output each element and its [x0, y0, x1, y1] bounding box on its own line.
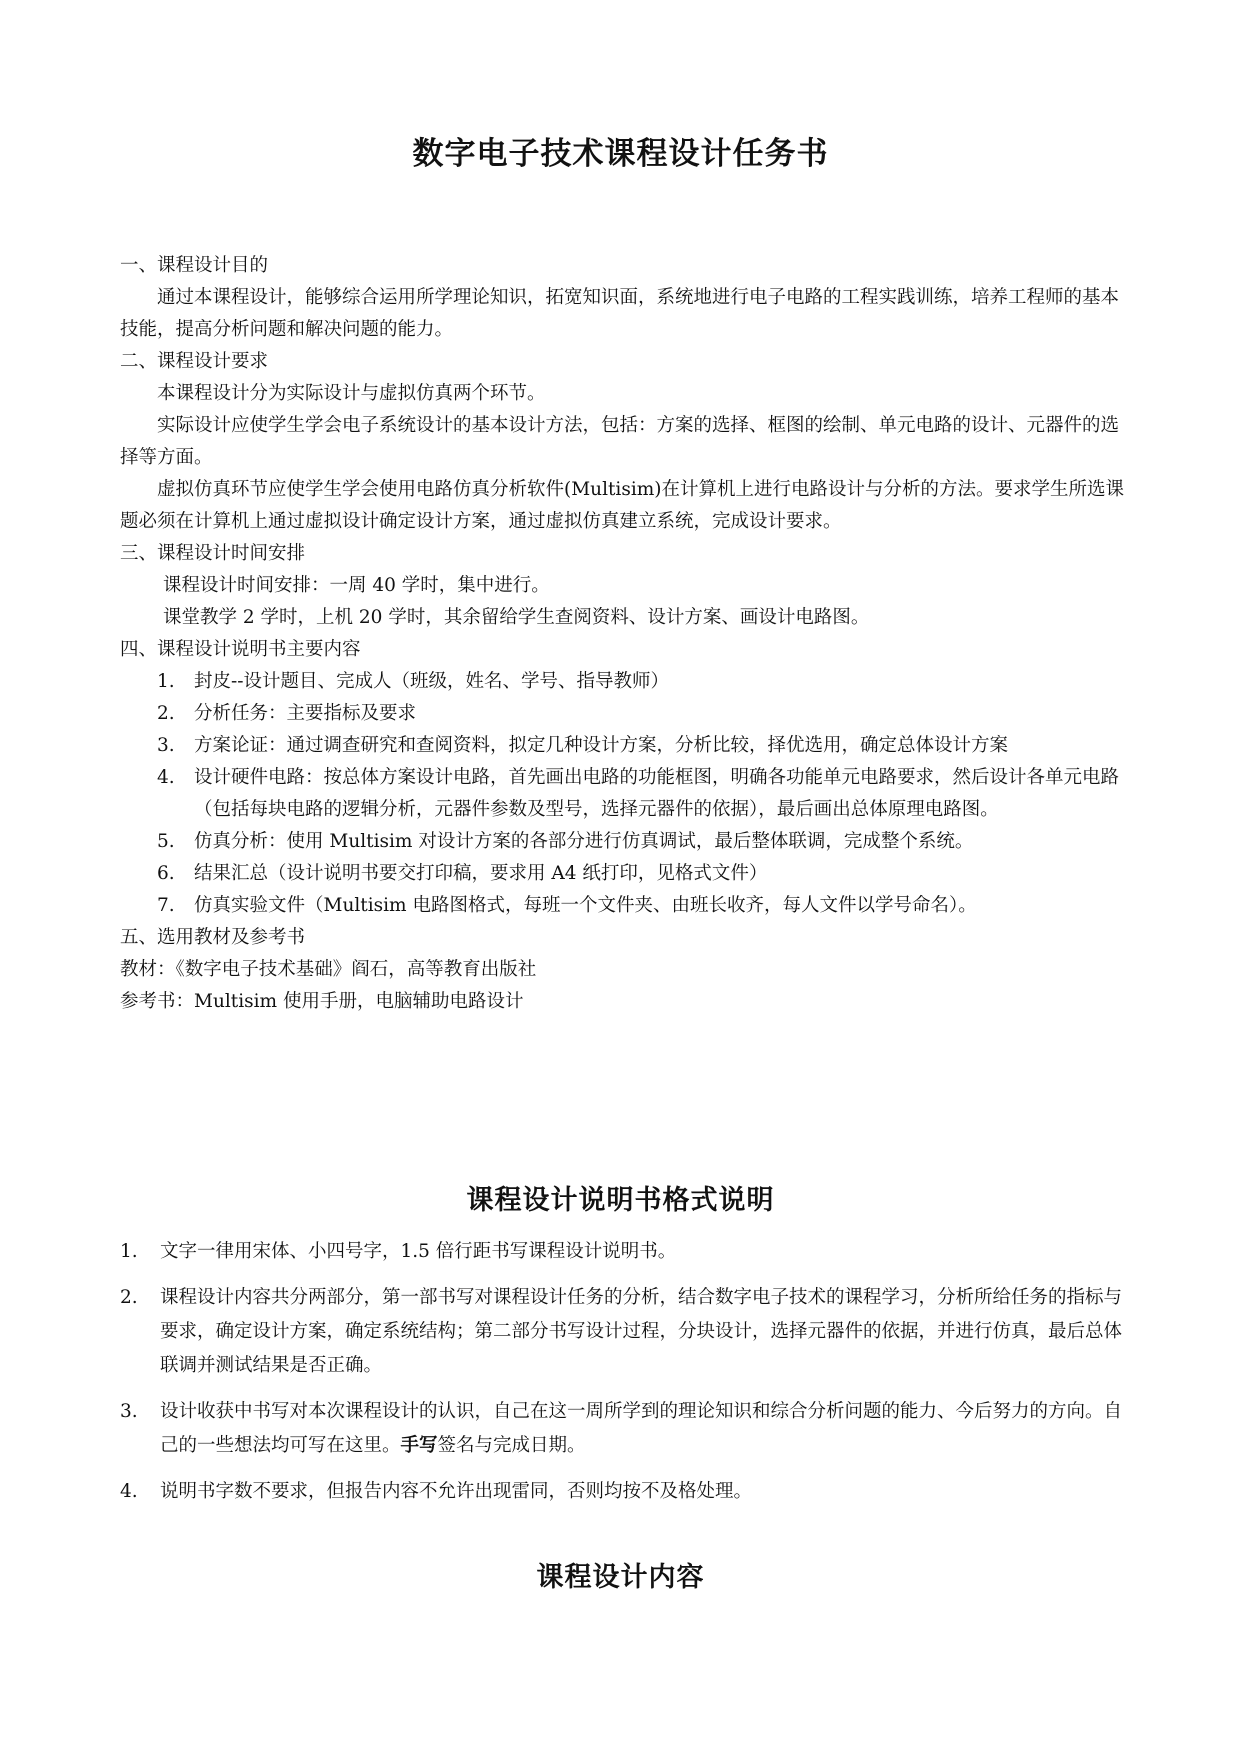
- list-item-number: 1.: [120, 1241, 138, 1262]
- list-item: [120, 826, 1130, 858]
- reference-line: 参考书：Multisim 使用手册，电脑辅助电路设计: [120, 991, 524, 1012]
- list-item-number: 1.: [157, 671, 175, 692]
- list-item-number: 2.: [157, 703, 175, 724]
- format-section-title: 课程设计说明书格式说明: [466, 1185, 775, 1216]
- list-item: [120, 1475, 1130, 1509]
- section-3-paragraph-2: 课堂教学 2 学时，上机 20 学时，其余留给学生查阅资料、设计方案、画设计电路图。: [163, 607, 870, 628]
- list-item-text: 封皮--设计题目、完成人（班级，姓名、学号、指导教师）: [194, 671, 670, 692]
- list-item-number: 4.: [157, 767, 175, 788]
- list-item-text: 设计硬件电路：按总体方案设计电路，首先画出电路的功能框图，明确各功能单元电路要求，然后设计各单元电路（包括每块电路的逻辑分析，元器件参数及型号，选择元器件的依据），最后画出总体原理电路图。: [194, 767, 1120, 820]
- section-2-paragraph-3: 虚拟仿真环节应使学生学会使用电路仿真分析软件(Multisim)在计算机上进行电路设计与分析的方法。要求学生所选课题必须在计算机上通过虚拟设计确定设计方案，通过虚拟仿真建立系统，完成设计要求。: [120, 479, 1125, 532]
- list-item: [120, 666, 1130, 698]
- list-item-text: [160, 1395, 1130, 1463]
- section-5-heading: 五、选用教材及参考书: [120, 927, 306, 948]
- list-item: [120, 730, 1130, 762]
- list-item-number: 5.: [157, 831, 175, 852]
- section-1-heading: 一、课程设计目的: [120, 255, 269, 276]
- list-item: [120, 1395, 1130, 1463]
- document-title: 数字电子技术课程设计任务书: [412, 136, 829, 172]
- list-item-number: 6.: [157, 863, 175, 884]
- list-item-text: 分析任务：主要指标及要求: [194, 703, 417, 724]
- list-item: [120, 858, 1130, 890]
- list-item-number: 7.: [157, 895, 175, 916]
- handwritten-emphasis: 手写: [400, 1435, 438, 1456]
- section-3-heading: 三、课程设计时间安排: [120, 543, 306, 564]
- list-item: [120, 1281, 1130, 1383]
- list-item-text: 说明书字数不要求，但报告内容不允许出现雷同，否则均按不及格处理。: [160, 1481, 753, 1502]
- list-item-text-before: 设计收获中书写对本次课程设计的认识，自己在这一周所学到的理论知识和综合分析问题的能力、今后努力的方向。自己的一些想法均可写在这里。: [160, 1401, 1123, 1456]
- list-item-text: 方案论证：通过调查研究和查阅资料，拟定几种设计方案，分析比较，择优选用，确定总体设计方案: [194, 735, 1009, 756]
- section-4-heading: 四、课程设计说明书主要内容: [120, 639, 361, 660]
- list-item-number: 2.: [120, 1287, 138, 1308]
- list-item: [120, 1235, 1130, 1269]
- list-item-text: 仿真分析：使用 Multisim 对设计方案的各部分进行仿真调试，最后整体联调，完成整个系统。: [194, 831, 974, 852]
- section-2-paragraph-2: 实际设计应使学生学会电子系统设计的基本设计方法，包括：方案的选择、框图的绘制、单元电路的设计、元器件的选择等方面。: [120, 415, 1120, 468]
- section-4-list: [120, 666, 1130, 922]
- list-item-number: 3.: [120, 1401, 138, 1422]
- list-item-text: 文字一律用宋体、小四号字，1.5 倍行距书写课程设计说明书。: [160, 1241, 677, 1262]
- content-section-title: 课程设计内容: [536, 1562, 705, 1593]
- section-3-paragraph-1: 课程设计时间安排：一周 40 学时，集中进行。: [163, 575, 550, 596]
- section-2-paragraph-1: 本课程设计分为实际设计与虚拟仿真两个环节。: [157, 383, 546, 404]
- task-body: [120, 250, 1130, 1018]
- list-item-text: 课程设计内容共分两部分，第一部书写对课程设计任务的分析，结合数字电子技术的课程学习，分析所给任务的指标与要求，确定设计方案，确定系统结构；第二部分书写设计过程，分块设计，选择元器件的依据，并进行仿真，最后总体联调并测试结果是否正确。: [160, 1287, 1123, 1376]
- textbook-line: 教材：《数字电子技术基础》阎石，高等教育出版社: [120, 959, 537, 980]
- format-list: [120, 1235, 1130, 1521]
- list-item-text: 仿真实验文件（Multisim 电路图格式，每班一个文件夹、由班长收齐，每人文件以学号命名）。: [194, 895, 977, 916]
- section-1-paragraph: 通过本课程设计，能够综合运用所学理论知识，拓宽知识面，系统地进行电子电路的工程实践训练，培养工程师的基本技能，提高分析问题和解决问题的能力。: [120, 287, 1120, 340]
- list-item-number: 3.: [157, 735, 175, 756]
- list-item-text-after: 签名与完成日期。: [437, 1435, 586, 1456]
- list-item: [120, 762, 1130, 826]
- list-item-text: 结果汇总（设计说明书要交打印稿，要求用 A4 纸打印，见格式文件）: [194, 863, 768, 884]
- section-2-heading: 二、课程设计要求: [120, 351, 269, 372]
- list-item-number: 4.: [120, 1481, 138, 1502]
- list-item: [120, 698, 1130, 730]
- list-item: [120, 890, 1130, 922]
